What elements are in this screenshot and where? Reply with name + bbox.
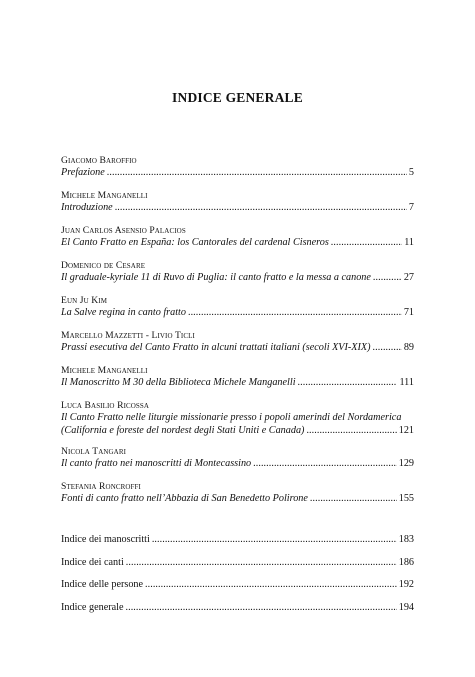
dot-leader (373, 342, 402, 355)
toc-entry (61, 400, 414, 446)
entry-title: Il Manoscritto M 30 della Biblioteca Michele Manganelli (61, 377, 296, 388)
entry-author: Domenico de Cesare (61, 260, 146, 271)
entry-title: El Canto Fratto en España: los Cantorales del cardenal Cisneros (61, 237, 329, 248)
index-entry (61, 602, 414, 625)
entry-title: Introduzione (61, 202, 113, 213)
dot-leader (306, 425, 396, 438)
entry-page: 155 (398, 493, 414, 504)
entry-title: Prassi esecutiva del Canto Fratto in alcuni trattati italiani (secoli XVI-XIX) (61, 342, 371, 353)
entry-author: Juan Carlos Asensio Palacios (61, 225, 186, 236)
index-label: Indice dei manoscritti (61, 534, 150, 545)
entry-page: 71 (403, 307, 414, 318)
entry-author: Marcello Mazzetti - Livio Ticli (61, 330, 195, 341)
index-entry (61, 579, 414, 602)
toc-entry (61, 155, 414, 190)
entry-line (61, 167, 414, 180)
dot-leader (115, 202, 407, 215)
toc-entry (61, 365, 414, 400)
dot-leader (107, 167, 407, 180)
entry-author: Michele Manganelli (61, 190, 148, 201)
entry-line (61, 425, 414, 438)
dot-leader (145, 579, 397, 592)
page-title: INDICE GENERALE (172, 90, 303, 105)
dot-leader (188, 307, 402, 320)
table-of-contents (61, 155, 414, 516)
entry-page: 7 (408, 202, 414, 213)
dot-leader (253, 458, 397, 471)
entry-line (61, 202, 414, 215)
toc-entry (61, 446, 414, 481)
entry-title-line1: Il Canto Fratto nelle liturgie missionarie presso i popoli amerindi del Nordamerica (61, 412, 402, 423)
entry-page: 121 (398, 424, 414, 436)
entry-title: La Salve regina in canto fratto (61, 307, 186, 318)
entry-line (61, 458, 414, 471)
entry-line (61, 307, 414, 320)
dot-leader (310, 493, 397, 506)
dot-leader (298, 377, 398, 390)
dot-leader (152, 534, 397, 547)
dot-leader (331, 237, 402, 250)
entry-author: Giacomo Baroffio (61, 155, 137, 166)
index-label: Indice generale (61, 601, 124, 613)
toc-entry (61, 295, 414, 330)
toc-entry (61, 260, 414, 295)
entry-title: Fonti di canto fratto nell’Abbazia di San Benedetto Polirone (61, 493, 308, 504)
toc-entry (61, 481, 414, 516)
toc-entry (61, 225, 414, 260)
entry-line (61, 377, 414, 390)
entry-author: Nicola Tangari (61, 446, 127, 457)
index-page: 194 (398, 601, 414, 613)
toc-entry (61, 330, 414, 365)
entry-page: 111 (399, 377, 414, 388)
dot-leader (126, 602, 397, 615)
entry-line (61, 342, 414, 355)
entry-author: Stefania Roncroffi (61, 481, 141, 492)
entry-title: Il graduale-kyriale 11 di Ruvo di Puglia: il canto fratto e la messa a canone (61, 272, 371, 283)
index-page: 183 (398, 534, 414, 545)
toc-entry (61, 190, 414, 225)
index-page: 186 (398, 556, 414, 568)
entry-page: 5 (408, 167, 414, 178)
entry-author: Eun Ju Kim (61, 295, 108, 306)
entry-title: Prefazione (61, 167, 105, 178)
index-label: Indice delle persone (61, 579, 144, 590)
entry-line (61, 272, 414, 285)
index-label: Indice dei canti (61, 556, 124, 568)
index-page: 192 (398, 579, 414, 590)
entry-page: 11 (404, 237, 414, 248)
dot-leader (373, 272, 402, 285)
entry-title: (California e foreste del nordest degli Stati Uniti e Canada) (61, 424, 305, 436)
entry-author: Luca Basilio Ricossa (61, 400, 150, 411)
dot-leader (126, 557, 397, 570)
entry-page: 129 (398, 458, 414, 469)
entry-page: 89 (403, 342, 414, 353)
entry-line (61, 493, 414, 506)
entry-author: Michele Manganelli (61, 365, 148, 376)
index-entry (61, 534, 414, 557)
index-entry (61, 557, 414, 580)
entry-line (61, 237, 414, 250)
entry-title: Il canto fratto nei manoscritti di Montecassino (61, 458, 252, 469)
index-list (61, 534, 414, 624)
entry-page: 27 (403, 272, 414, 283)
